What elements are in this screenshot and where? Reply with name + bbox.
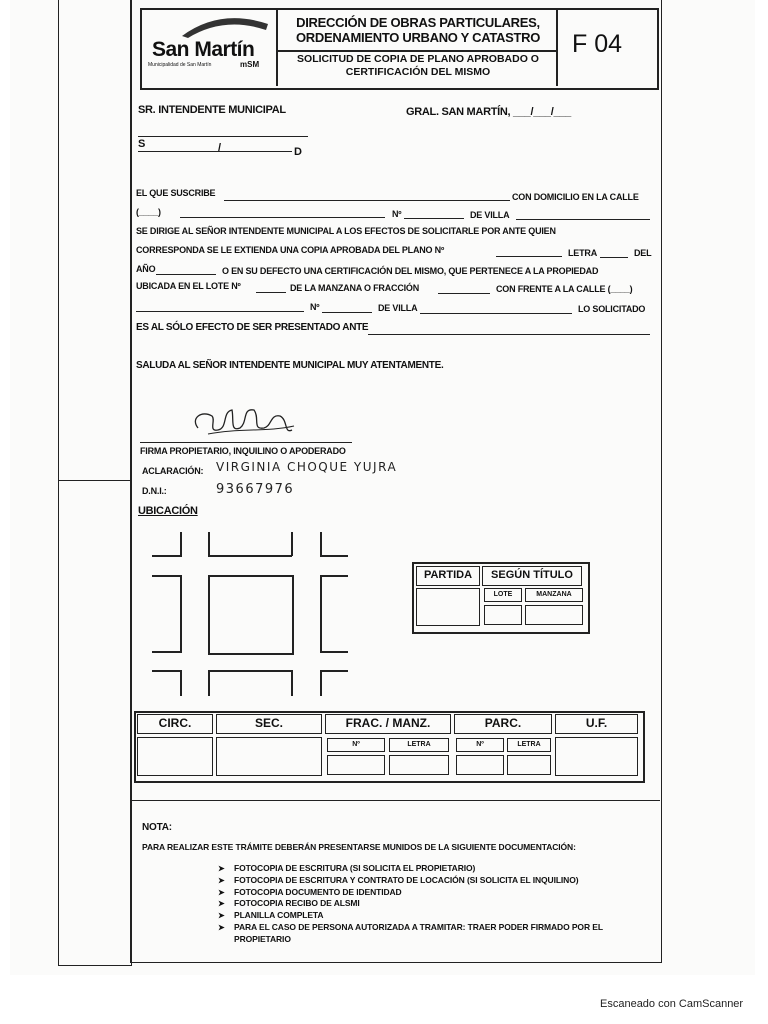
frac-num-header: Nº [327,738,385,752]
logo-subtitle: Municipalidad de San Martín [148,62,212,68]
signature-line [140,442,352,443]
sec-header: SEC. [216,714,322,734]
binder-divider [58,480,130,481]
lote-field[interactable] [484,605,522,625]
body-line7a: Nº [310,302,320,312]
dni-label: D.N.I.: [142,486,167,496]
aclaracion-label: ACLARACIÓN: [142,466,204,476]
body-line2a: (____) [136,207,161,217]
uf-field[interactable] [555,737,638,776]
body-line6b: DE LA MANZANA O FRACCIÓN [290,283,420,293]
fill-line [420,313,572,314]
body-line4a: CORRESPONDA SE LE EXTIENDA UNA COPIA APROBADA DEL PLANO Nº [136,245,445,255]
signature-label: FIRMA PROPIETARIO, INQUILINO O APODERADO [140,446,346,456]
map-line [180,670,182,696]
body-line5a: AÑO [136,264,156,274]
fill-line [368,334,650,335]
body-line4b: LETRA [568,248,597,258]
frac-letra-field[interactable] [389,755,449,775]
list-item [218,898,603,910]
map-line [208,670,210,696]
body-line2b: Nº [392,209,402,219]
fill-line [136,311,304,312]
fill-line [180,217,385,218]
map-line [320,670,322,696]
header-divider [276,10,278,86]
logo-name: San Martín [152,38,255,61]
manzana-header: MANZANA [525,588,583,602]
aclaracion-value: VIRGINIA CHOQUE YUJRA [216,460,398,474]
map-line [152,670,182,672]
circ-header: CIRC. [137,714,213,734]
slash-label: / [218,142,221,154]
place-date: GRAL. SAN MARTÍN, ___/___/___ [406,106,571,118]
parc-header: PARC. [454,714,552,734]
arrow-bullet-icon: ➤ [218,911,225,921]
list-item [218,887,603,899]
map-line [320,532,322,556]
body-line1a: EL QUE SUSCRIBE [136,188,216,198]
scanner-watermark: Escaneado con CamScanner [600,998,744,1010]
greeting: SALUDA AL SEÑOR INTENDENTE MUNICIPAL MUY ATENTAMENTE. [136,360,444,371]
map-line [180,575,182,653]
map-line [291,670,293,696]
parc-num-header: Nº [456,738,504,752]
frac-num-field[interactable] [327,755,385,775]
manzana-field[interactable] [525,605,583,625]
fill-line [404,218,464,219]
partida-field[interactable] [416,588,480,626]
logo-swoosh-icon [180,14,270,40]
map-line [291,532,293,556]
arrow-bullet-icon: ➤ [218,899,225,909]
signature-mark [188,398,298,444]
arrow-bullet-icon: ➤ [218,887,225,897]
body-line3: SE DIRIGE AL SEÑOR INTENDENTE MUNICIPAL A LOS EFECTOS DE SOLICITARLE POR ANTE QUIEN [136,226,556,236]
notes-title: NOTA: [142,822,172,833]
map-line [320,575,322,653]
body-line1b: CON DOMICILIO EN LA CALLE [512,192,639,202]
addressee-title: SR. INTENDENTE MUNICIPAL [138,104,286,116]
map-block [208,575,294,655]
list-item-text: FOTOCOPIA DE ESCRITURA Y CONTRATO DE LOCACIÓN (SI SOLICITA EL INQUILINO) [234,874,579,885]
list-item [218,910,603,922]
list-item-text: FOTOCOPIA DE ESCRITURA (SI SOLICITA EL PROPIETARIO) [234,863,476,873]
circ-field[interactable] [137,737,213,776]
list-item [218,934,603,946]
list-item-text: FOTOCOPIA DOCUMENTO DE IDENTIDAD [234,886,402,897]
logo-msm: mSM [240,60,260,69]
fill-line [496,256,562,257]
header-title: DIRECCIÓN DE OBRAS PARTICULARES, ORDENAMIENTO URBANO Y CATASTRO [295,15,541,45]
s-label: S [138,138,146,150]
form-code: F 04 [572,30,623,58]
map-line [208,532,210,556]
map-line [152,575,182,577]
map-line [152,651,182,653]
body-line2c: DE VILLA [470,210,510,220]
fill-line [224,200,510,201]
location-title: UBICACIÓN [138,505,198,517]
header-divider [278,50,556,52]
partida-header: PARTIDA [416,566,480,586]
addressee-line [138,151,292,152]
body-line8: ES AL SÓLO EFECTO DE SER PRESENTADO ANTE [136,322,369,333]
fill-line [516,219,650,220]
fill-line [256,292,286,293]
map-line [180,532,182,556]
frac-letra-header: LETRA [389,738,449,752]
map-line [320,555,348,557]
header-divider [556,10,558,86]
list-item-text: PROPIETARIO [234,933,291,944]
map-line [320,575,348,577]
dni-value: 93667976 [216,482,295,497]
parc-num-field[interactable] [456,755,504,775]
list-item [218,922,603,934]
map-line [152,555,182,557]
body-line7b: DE VILLA [378,303,418,313]
notes-list [218,863,603,946]
list-item [218,875,603,887]
addressee-line [138,136,308,137]
sec-field[interactable] [216,737,322,776]
parc-letra-field[interactable] [507,755,551,775]
parc-letra-header: LETRA [507,738,551,752]
map-line [320,651,348,653]
body-line6c: CON FRENTE A LA CALLE (____) [496,284,633,294]
fill-line [322,312,372,313]
arrow-bullet-icon: ➤ [218,864,225,873]
list-item-text: PARA EL CASO DE PERSONA AUTORIZADA A TRAMITAR: TRAER PODER FIRMADO POR EL [234,921,603,932]
arrow-bullet-icon: ➤ [218,922,225,932]
body-line5b: O EN SU DEFECTO UNA CERTIFICACIÓN DEL MISMO, QUE PERTENECE A LA PROPIEDAD [222,266,599,276]
map-line [208,670,292,672]
segun-titulo-header: SEGÚN TÍTULO [482,566,582,586]
map-line [320,670,348,672]
binder-margin [58,0,132,966]
list-item-text: FOTOCOPIA RECIBO DE ALSMI [234,898,360,909]
fill-line [438,293,490,294]
lote-header: LOTE [484,588,522,602]
arrow-bullet-icon: ➤ [218,875,225,885]
frac-manz-header: FRAC. / MANZ. [325,714,451,734]
body-line6a: UBICADA EN EL LOTE Nº [136,281,241,291]
body-line4c: DEL [634,248,652,258]
notes-divider [130,800,660,801]
list-item [218,863,603,875]
notes-intro: PARA REALIZAR ESTE TRÁMITE DEBERÁN PRESENTARSE MUNIDOS DE LA SIGUIENTE DOCUMENTACIÓN: [142,842,576,852]
form-frame [130,0,662,963]
d-label: D [294,146,302,158]
body-line7c: LO SOLICITADO [578,304,646,314]
list-item-text: PLANILLA COMPLETA [234,910,324,921]
fill-line [600,257,628,258]
fill-line [156,274,216,275]
map-line [208,555,292,557]
uf-header: U.F. [555,714,638,734]
header-subtitle: SOLICITUD DE COPIA DE PLANO APROBADO O CERTIFICACIÓN DEL MISMO [297,53,539,78]
